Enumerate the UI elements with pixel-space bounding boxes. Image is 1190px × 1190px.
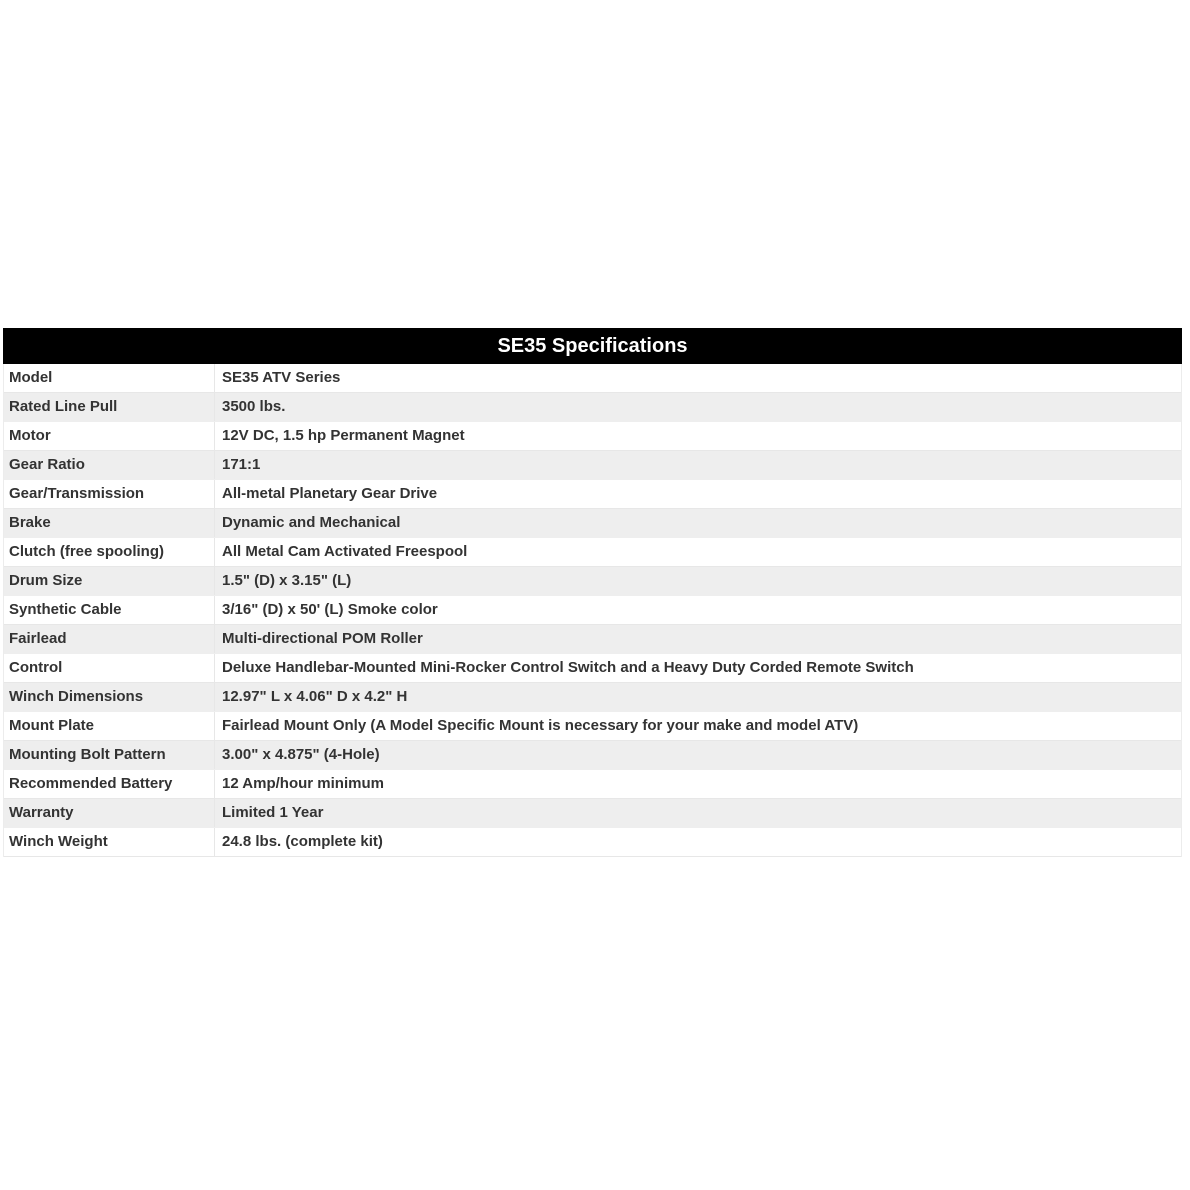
table-row bbox=[4, 393, 1181, 422]
table-row bbox=[4, 422, 1181, 451]
table-row bbox=[4, 683, 1181, 712]
table-body bbox=[3, 364, 1182, 857]
spec-label: Recommended Battery bbox=[4, 770, 215, 798]
spec-label: Model bbox=[4, 364, 215, 392]
table-row bbox=[4, 538, 1181, 567]
table-row bbox=[4, 509, 1181, 538]
spec-value: 24.8 lbs. (complete kit) bbox=[222, 833, 383, 850]
spec-value: 3500 lbs. bbox=[222, 398, 286, 415]
spec-value: Multi-directional POM Roller bbox=[222, 630, 423, 647]
spec-value: 3/16" (D) x 50' (L) Smoke color bbox=[222, 601, 438, 618]
spec-label: Mount Plate bbox=[4, 712, 215, 740]
spec-label: Synthetic Cable bbox=[4, 596, 215, 624]
spec-value: 3.00" x 4.875" (4-Hole) bbox=[222, 746, 380, 763]
spec-label: Fairlead bbox=[4, 625, 215, 653]
spec-label: Motor bbox=[4, 422, 215, 450]
spec-label: Gear Ratio bbox=[4, 451, 215, 479]
table-row bbox=[4, 799, 1181, 828]
spec-label: Rated Line Pull bbox=[4, 393, 215, 421]
table-row bbox=[4, 712, 1181, 741]
table-row bbox=[4, 770, 1181, 799]
table-row bbox=[4, 364, 1181, 393]
table-row bbox=[4, 741, 1181, 770]
table-row bbox=[4, 654, 1181, 683]
spec-value: 171:1 bbox=[222, 456, 261, 473]
spec-value: SE35 ATV Series bbox=[222, 369, 341, 386]
spec-label: Clutch (free spooling) bbox=[4, 538, 215, 566]
spec-value: All Metal Cam Activated Freespool bbox=[222, 543, 468, 560]
spec-label: Gear/Transmission bbox=[4, 480, 215, 508]
spec-value: Fairlead Mount Only (A Model Specific Mount is necessary for your make and model ATV) bbox=[222, 717, 859, 734]
specifications-table bbox=[3, 328, 1182, 857]
table-row bbox=[4, 596, 1181, 625]
spec-label: Brake bbox=[4, 509, 215, 537]
spec-value: All-metal Planetary Gear Drive bbox=[222, 485, 438, 502]
table-title: SE35 Specifications bbox=[3, 328, 1182, 364]
table-row bbox=[4, 567, 1181, 596]
spec-label: Drum Size bbox=[4, 567, 215, 595]
spec-value: 1.5" (D) x 3.15" (L) bbox=[222, 572, 352, 589]
table-row bbox=[4, 828, 1181, 857]
spec-label: Control bbox=[4, 654, 215, 682]
spec-value: 12.97" L x 4.06" D x 4.2" H bbox=[222, 688, 408, 705]
spec-value: Dynamic and Mechanical bbox=[222, 514, 401, 531]
spec-value: 12 Amp/hour minimum bbox=[222, 775, 384, 792]
spec-label: Winch Weight bbox=[4, 828, 215, 856]
spec-value: Deluxe Handlebar-Mounted Mini-Rocker Control Switch and a Heavy Duty Corded Remote Switch bbox=[222, 659, 914, 676]
table-row bbox=[4, 451, 1181, 480]
spec-label: Winch Dimensions bbox=[4, 683, 215, 711]
spec-value: Limited 1 Year bbox=[222, 804, 324, 821]
table-row bbox=[4, 480, 1181, 509]
spec-label: Mounting Bolt Pattern bbox=[4, 741, 215, 769]
table-row bbox=[4, 625, 1181, 654]
spec-value: 12V DC, 1.5 hp Permanent Magnet bbox=[222, 427, 465, 444]
spec-label: Warranty bbox=[4, 799, 215, 827]
